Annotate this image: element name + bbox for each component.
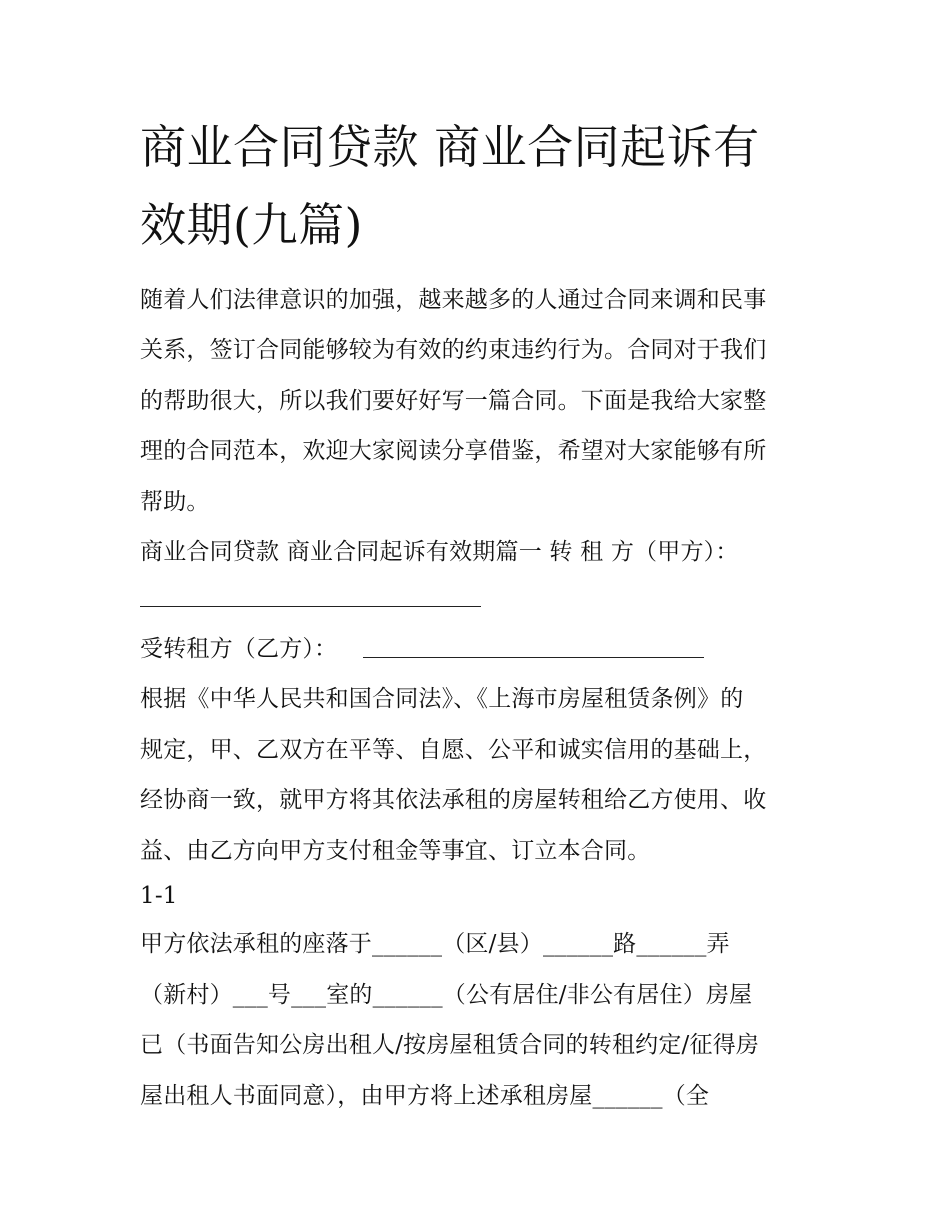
intro-line-4: 理的合同范本，欢迎大家阅读分享借鉴，希望对大家能够有所: [140, 438, 767, 464]
section-heading: 商业合同贷款 商业合同起诉有效期篇一 转 租 方（甲方）：: [140, 539, 739, 565]
intro-line-5: 帮助。: [140, 489, 210, 515]
clause-line-1: 甲方依法承租的座落于______（区/县）______路______弄: [140, 931, 730, 957]
title-line-1: 商业合同贷款 商业合同起诉有: [140, 120, 760, 174]
sublessee-label: 受转租方（乙方）：: [140, 636, 338, 662]
lessor-blank-line: [140, 606, 481, 607]
basis-line-2: 规定，甲、乙双方在平等、自愿、公平和诚实信用的基础上，: [140, 737, 767, 763]
sublessee-blank-line: [363, 657, 704, 658]
clause-line-3: 已（书面告知公房出租人/按房屋租赁合同的转租约定/征得房: [140, 1032, 760, 1058]
basis-line-4: 益、由乙方向甲方支付租金等事宜、订立本合同。: [140, 838, 651, 864]
clause-number: 1-1: [140, 883, 178, 909]
basis-line-1: 根据《中华人民共和国合同法》、《上海市房屋租赁条例》的: [140, 686, 744, 712]
basis-line-3: 经协商一致，就甲方将其依法承租的房屋转租给乙方使用、收: [140, 787, 767, 813]
document-title: [140, 108, 820, 264]
intro-line-3: 的帮助很大，所以我们要好好写一篇合同。下面是我给大家整: [140, 388, 767, 414]
intro-line-1: 随着人们法律意识的加强，越来越多的人通过合同来调和民事: [140, 287, 767, 313]
clause-line-4: 屋出租人书面同意），由甲方将上述承租房屋______（全: [140, 1083, 710, 1109]
intro-line-2: 关系，签订合同能够较为有效的约束违约行为。合同对于我们: [140, 337, 767, 363]
title-line-2: 效期(九篇): [140, 198, 363, 252]
clause-line-2: （新村）___号___室的______（公有居住/非公有居住）房屋: [140, 982, 753, 1008]
